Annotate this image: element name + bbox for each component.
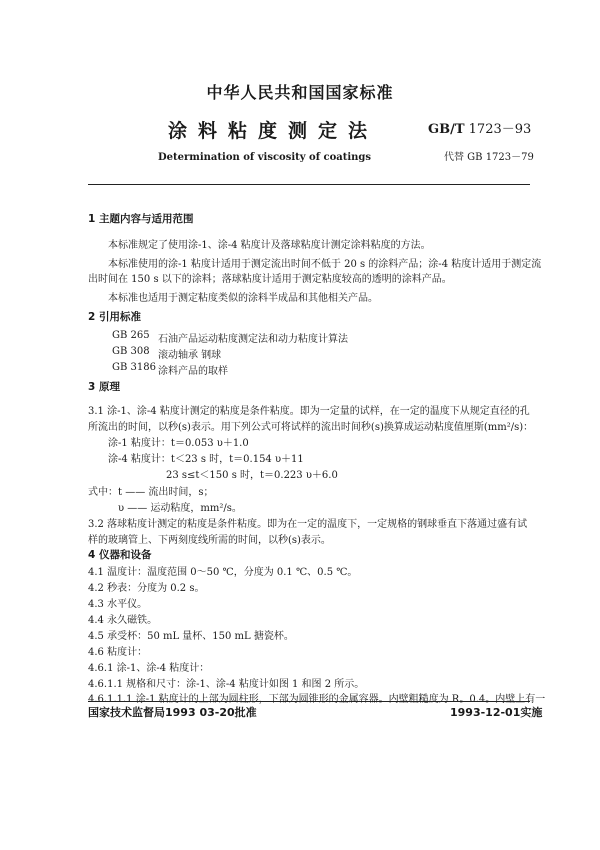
effective-date: 1993-12-01实施 bbox=[450, 706, 543, 719]
approval-issuer: 国家技术监督局1993 03-20批准 bbox=[88, 706, 257, 719]
s4-item: 4.5 承受杯：50 mL 量杯、150 mL 搪瓷杯。 bbox=[88, 631, 294, 642]
s3-1-paragraph-a: 3.1 涂-1、涂-4 粘度计测定的粘度是条件粘度。即为一定量的试样，在一定的温度下从规定直径的孔 bbox=[88, 406, 530, 417]
ref-code: GB 265 bbox=[112, 330, 150, 341]
formula-tu4-b: 23 s≤t＜150 s 时，t＝0.223 υ＋6.0 bbox=[166, 470, 338, 481]
english-title: Determination of viscosity of coatings bbox=[158, 152, 372, 163]
formula-tu4-a: 涂-4 粘度计：t＜23 s 时，t＝0.154 υ＋11 bbox=[108, 454, 304, 465]
document-title: 涂料粘度测定法 bbox=[168, 120, 379, 142]
s4-item: 4.3 水平仪。 bbox=[88, 599, 148, 610]
s1-paragraph-2b: 出时间在 150 s 以下的涂料；落球粘度计适用于测定粘度较高的透明的涂料产品。 bbox=[88, 274, 452, 285]
ref-code: GB 3186 bbox=[112, 362, 156, 373]
s1-paragraph-3: 本标准也适用于测定粘度类似的涂料半成品和其他相关产品。 bbox=[108, 293, 378, 304]
section-3-heading: 3 原理 bbox=[88, 381, 120, 393]
standard-prefix: GB/T bbox=[428, 122, 465, 137]
ref-title: 滚动轴承 钢球 bbox=[158, 350, 222, 361]
section-1-heading: 1 主题内容与适用范围 bbox=[88, 213, 194, 225]
standard-number bbox=[428, 118, 531, 137]
formula-tu1: 涂-1 粘度计：t＝0.053 υ＋1.0 bbox=[108, 438, 249, 449]
s4-item: 4.6.1 涂-1、涂-4 粘度计： bbox=[88, 663, 210, 674]
footer-rule bbox=[88, 701, 530, 702]
where-line-2: υ —— 运动粘度，mm²/s。 bbox=[118, 503, 242, 514]
s4-item: 4.2 秒表：分度为 0.2 s。 bbox=[88, 583, 205, 594]
ref-title: 涂料产品的取样 bbox=[158, 366, 228, 377]
ref-code: GB 308 bbox=[112, 346, 150, 357]
header-rule bbox=[88, 184, 530, 185]
s4-item: 4.1 温度计：温度范围 0～50 ℃，分度为 0.1 ℃、0.5 ℃。 bbox=[88, 567, 358, 578]
s4-item: 4.6.1.1 规格和尺寸：涂-1、涂-4 粘度计如图 1 和图 2 所示。 bbox=[88, 679, 365, 690]
s3-2-paragraph-b: 样的玻璃管上、下两刻度线所需的时间，以秒(s)表示。 bbox=[88, 535, 331, 546]
s1-paragraph-2a: 本标准使用的涂-1 粘度计适用于测定流出时间不低于 20 s 的涂料产品；涂-4 粘度计适用于测定流 bbox=[108, 259, 542, 270]
standard-code: 1723－93 bbox=[468, 122, 532, 137]
s4-item: 4.6 粘度计： bbox=[88, 647, 148, 658]
national-standard-heading: 中华人民共和国国家标准 bbox=[206, 83, 394, 102]
s3-1-paragraph-b: 所流出的时间，以秒(s)表示。用下列公式可将试样的流出时间秒(s)换算成运动粘度值厘斯(mm²/s)： bbox=[88, 422, 534, 433]
ref-title: 石油产品运动粘度测定法和动力粘度计算法 bbox=[158, 334, 348, 345]
replaces-standard: 代替 GB 1723－79 bbox=[444, 152, 534, 163]
section-2-heading: 2 引用标准 bbox=[88, 311, 141, 323]
where-line-1: 式中：t —— 流出时间，s； bbox=[88, 487, 214, 498]
s1-paragraph-1: 本标准规定了使用涂-1、涂-4 粘度计及落球粘度计测定涂料粘度的方法。 bbox=[108, 240, 431, 251]
s3-2-paragraph-a: 3.2 落球粘度计测定的粘度是条件粘度。即为在一定的温度下，一定规格的钢球垂直下落通过盛有试 bbox=[88, 519, 528, 530]
section-4-heading: 4 仪器和设备 bbox=[88, 549, 152, 561]
s4-item: 4.6.1.1.1 涂-1 粘度计的上部为圆柱形，下部为圆锥形的金属容器。内壁粗糙度为 R。0.4。内壁上有一 bbox=[88, 694, 546, 705]
s4-item: 4.4 永久磁铁。 bbox=[88, 615, 158, 626]
